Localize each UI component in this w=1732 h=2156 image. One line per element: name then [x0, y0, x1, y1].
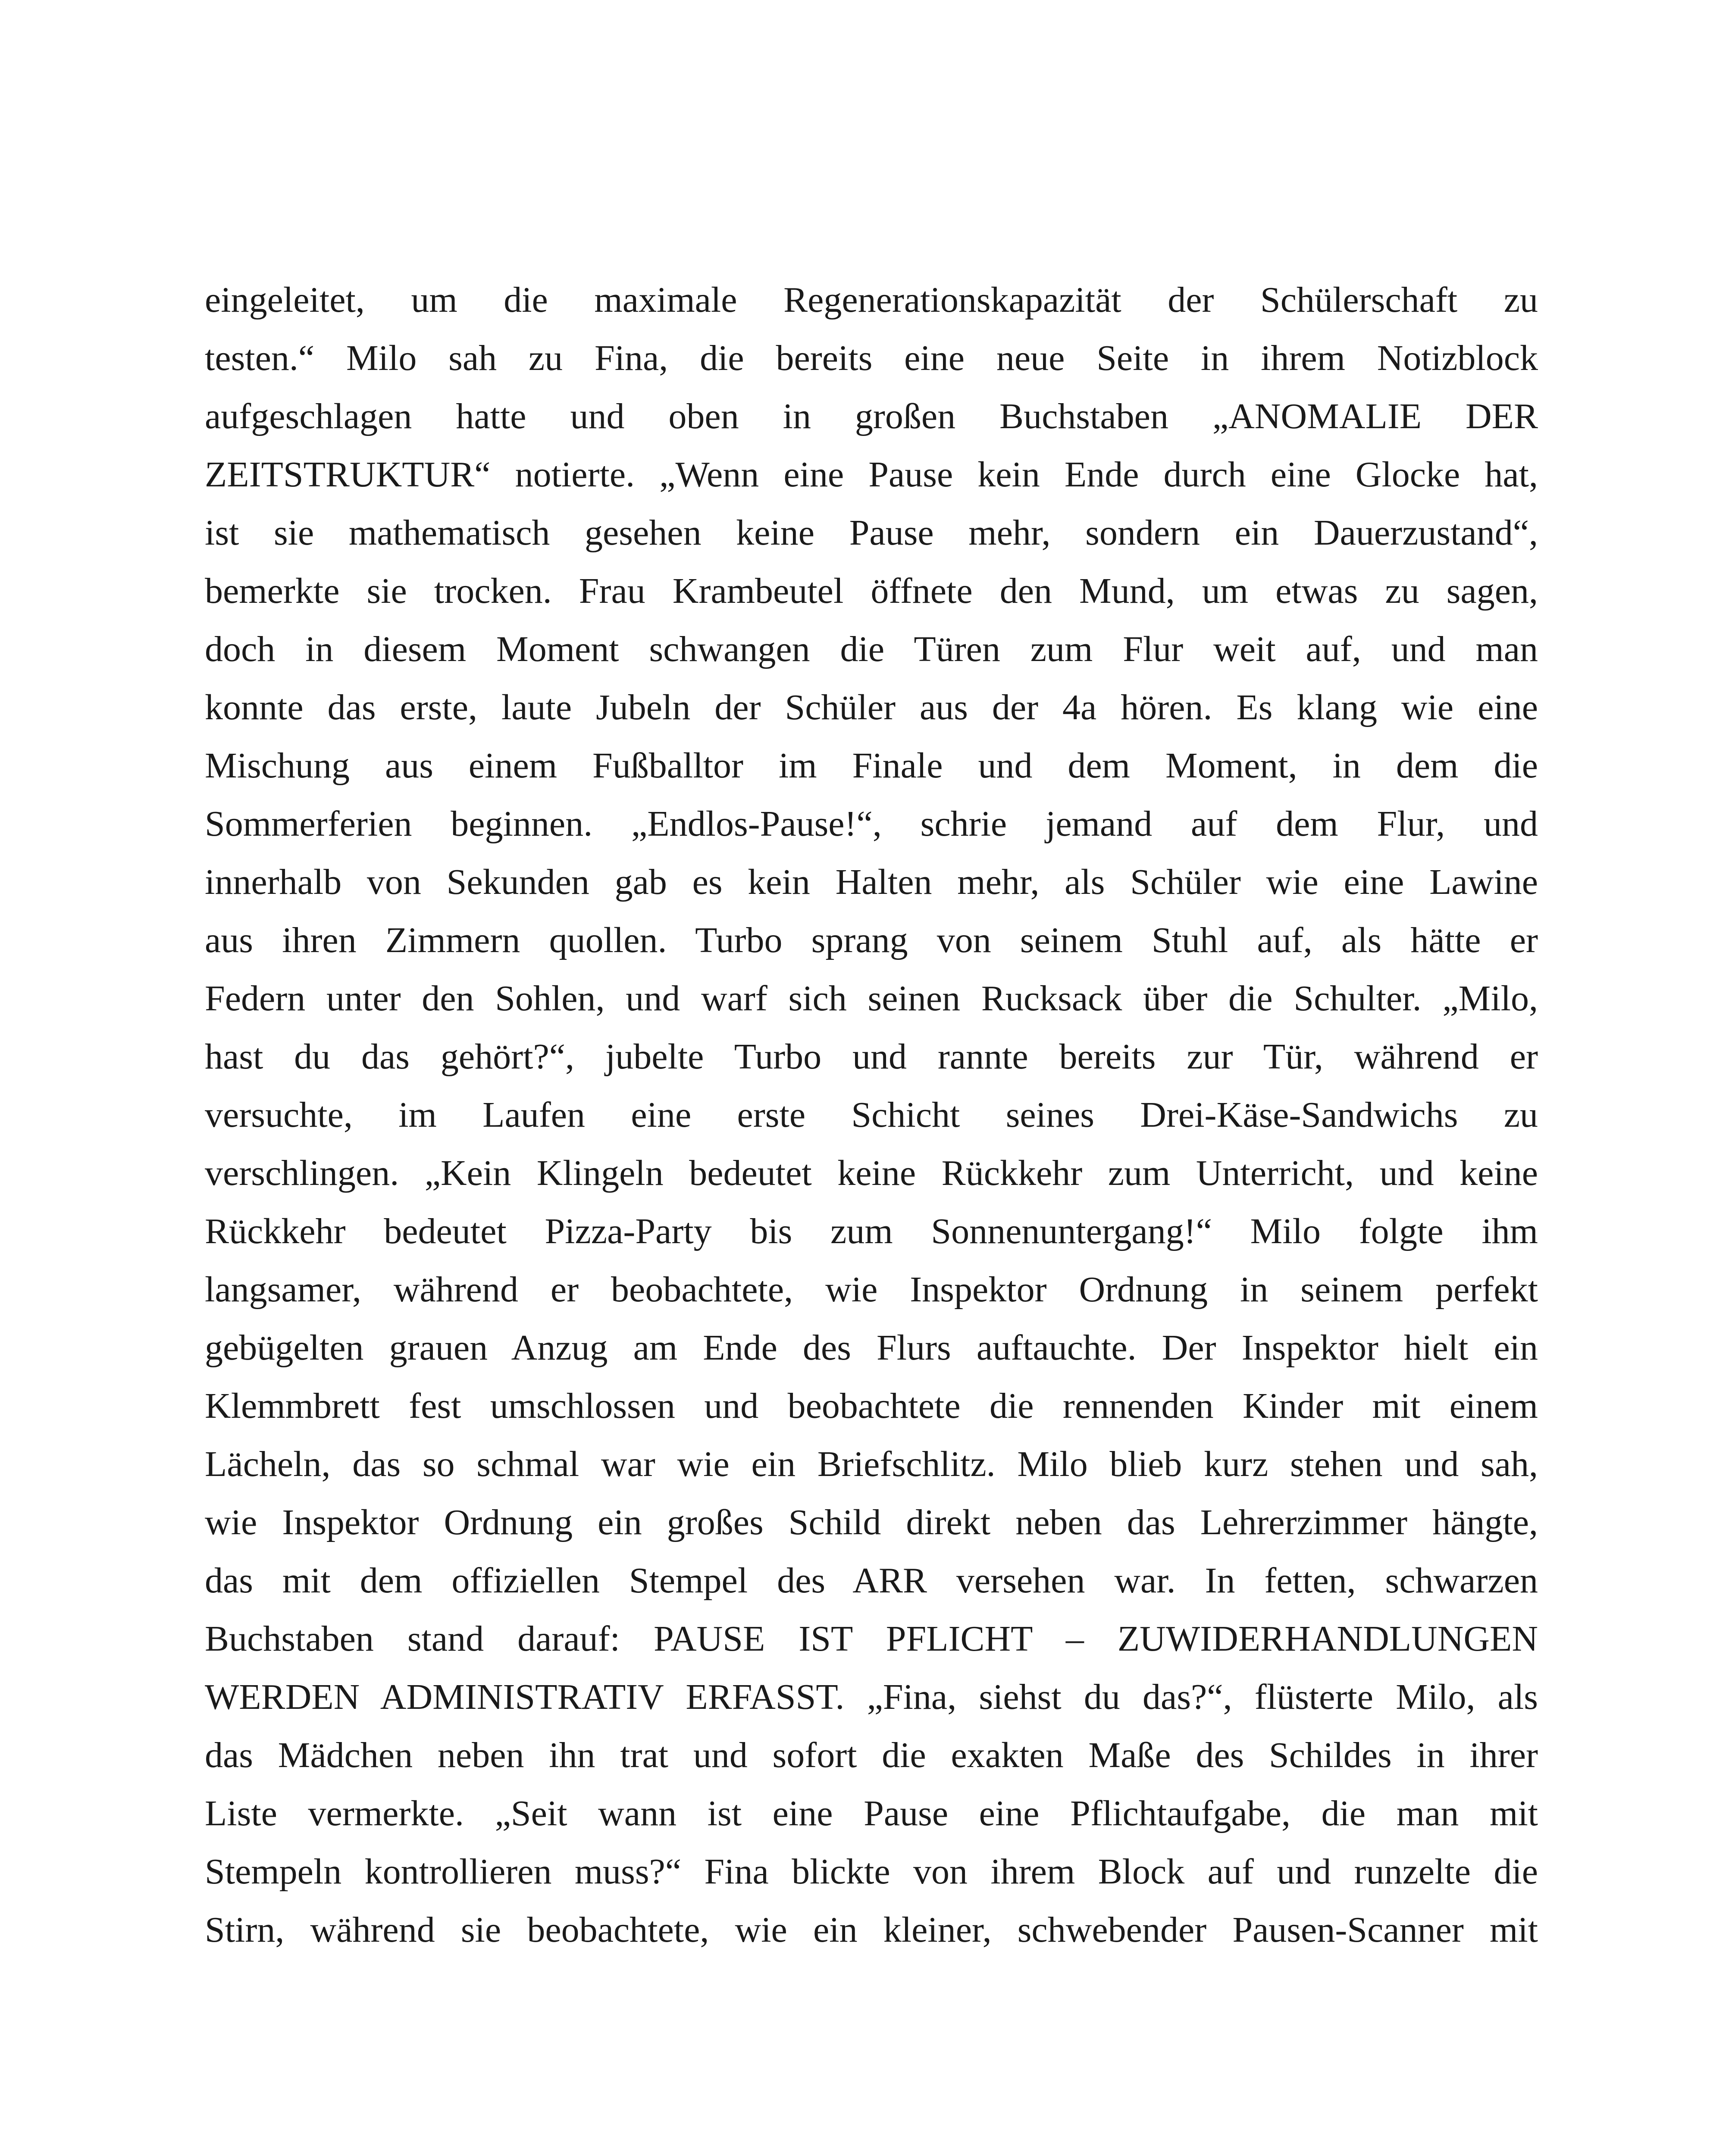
text-line: ist sie mathematisch gesehen keine Pause mehr, sondern ein Dauerzustand“, — [205, 513, 1538, 553]
text-line: eingeleitet, um die maximale Regenerationskapazität der Schülerschaft zu — [205, 280, 1538, 320]
text-line: Buchstaben stand darauf: PAUSE IST PFLICHT – ZUWIDERHANDLUNGEN — [205, 1619, 1538, 1659]
text-line: das Mädchen neben ihn trat und sofort die exakten Maße des Schildes in ihrer — [205, 1735, 1538, 1775]
text-line: gebügelten grauen Anzug am Ende des Flurs auftauchte. Der Inspektor hielt ein — [205, 1328, 1538, 1368]
text-line: hast du das gehört?“, jubelte Turbo und rannte bereits zur Tür, während er — [205, 1037, 1538, 1077]
text-line: konnte das erste, laute Jubeln der Schüler aus der 4a hören. Es klang wie eine — [205, 687, 1538, 727]
text-line: verschlingen. „Kein Klingeln bedeutet keine Rückkehr zum Unterricht, und keine — [205, 1153, 1538, 1193]
text-line: Stempeln kontrollieren muss?“ Fina blickte von ihrem Block auf und runzelte die — [205, 1852, 1538, 1892]
text-line: doch in diesem Moment schwangen die Türen zum Flur weit auf, und man — [205, 629, 1538, 669]
text-line: versuchte, im Laufen eine erste Schicht seines Drei-Käse-Sandwichs zu — [205, 1095, 1538, 1135]
text-line: Stirn, während sie beobachtete, wie ein kleiner, schwebender Pausen-Scanner mit — [205, 1910, 1538, 1950]
text-line: ZEITSTRUKTUR“ notierte. „Wenn eine Pause kein Ende durch eine Glocke hat, — [205, 454, 1538, 495]
text-line: Rückkehr bedeutet Pizza-Party bis zum Sonnenuntergang!“ Milo folgte ihm — [205, 1211, 1538, 1251]
text-line: aufgeschlagen hatte und oben in großen Buchstaben „ANOMALIE DER — [205, 396, 1538, 436]
text-line: Liste vermerkte. „Seit wann ist eine Pause eine Pflichtaufgabe, die man mit — [205, 1793, 1538, 1833]
text-line: Federn unter den Sohlen, und warf sich seinen Rucksack über die Schulter. „Milo, — [205, 978, 1538, 1018]
text-line: langsamer, während er beobachtete, wie Inspektor Ordnung in seinem perfekt — [205, 1269, 1538, 1310]
text-line: aus ihren Zimmern quollen. Turbo sprang von seinem Stuhl auf, als hätte er — [205, 920, 1538, 960]
body-text — [205, 271, 1538, 1959]
text-line: WERDEN ADMINISTRATIV ERFASST. „Fina, siehst du das?“, flüsterte Milo, als — [205, 1677, 1538, 1717]
text-line: Mischung aus einem Fußballtor im Finale und dem Moment, in dem die — [205, 746, 1538, 786]
text-line: Sommerferien beginnen. „Endlos-Pause!“, schrie jemand auf dem Flur, und — [205, 804, 1538, 844]
text-line: innerhalb von Sekunden gab es kein Halten mehr, als Schüler wie eine Lawine — [205, 862, 1538, 902]
text-line: bemerkte sie trocken. Frau Krambeutel öffnete den Mund, um etwas zu sagen, — [205, 571, 1538, 611]
text-line: Klemmbrett fest umschlossen und beobachtete die rennenden Kinder mit einem — [205, 1386, 1538, 1426]
text-line: wie Inspektor Ordnung ein großes Schild direkt neben das Lehrerzimmer hängte, — [205, 1502, 1538, 1542]
text-line: Lächeln, das so schmal war wie ein Briefschlitz. Milo blieb kurz stehen und sah, — [205, 1444, 1538, 1484]
text-line: das mit dem offiziellen Stempel des ARR versehen war. In fetten, schwarzen — [205, 1561, 1538, 1601]
text-line: testen.“ Milo sah zu Fina, die bereits eine neue Seite in ihrem Notizblock — [205, 338, 1538, 378]
